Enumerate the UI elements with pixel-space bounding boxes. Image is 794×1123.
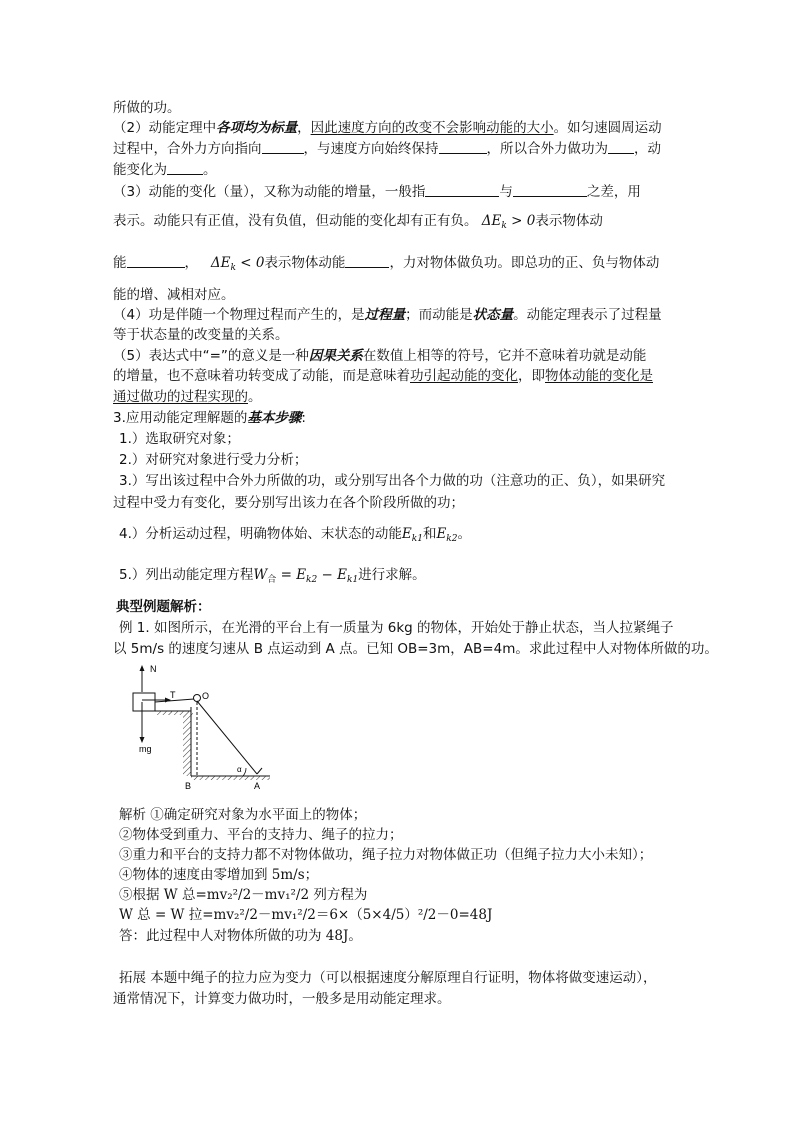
rope-pulley-to-A — [197, 701, 257, 774]
step-1: 1.）选取研究对象； — [119, 431, 240, 447]
solution-line-3: ③重力和平台的支持力都不对物体做功，绳子拉力对物体做正功（但绳子拉力大小未知）； — [119, 847, 653, 863]
fill-blank — [439, 140, 487, 154]
fill-blank — [167, 161, 203, 175]
line-p3-3: 能 ， $\Delta E_k < 0$表示物体动能 ，力对物体做负功。即总功的正、负与物体动 — [113, 255, 660, 273]
line-p5-3: 通过做功的过程实现的。 — [113, 389, 262, 405]
step-3b: 过程中受力有变化，要分别写出该力在各个阶段所做的功； — [113, 495, 464, 511]
solution-line-1: 解析 ①确定研究对象为水平面上的物体； — [119, 807, 367, 823]
line-p5-1: （5）表达式中“=”的意义是一种因果关系在数值上相等的符号，它并不意味着功就是动能 — [113, 348, 647, 364]
section-steps-heading: 3.应用动能定理解题的基本步骤: — [113, 410, 306, 426]
example-line-2: 以 5m/s 的速度匀速从 B 点运动到 A 点。已知 OB=3m，AB=4m。求此过程中人对物体所做的功。 — [113, 641, 718, 657]
line-p1: 所做的功。 — [113, 100, 181, 116]
extension-line-1: 拓展 本题中绳子的拉力应为变力（可以根据速度分解原理自行证明，物体将做变速运动）， — [119, 970, 657, 986]
line-p3-1: （3）动能的变化（量），又称为动能的增量，一般指 与 之差，用 — [113, 184, 641, 200]
example-figure — [125, 662, 275, 794]
line-p2-2: 过程中，合外力方向指向 ，与速度方向始终保持 ，所以合外力做功为 ，动 — [113, 141, 661, 157]
solution-line-5: ⑤根据 W 总=mv₂²/2－mv₁²/2 列方程为 — [119, 887, 368, 903]
label-B: B — [185, 781, 192, 791]
fill-blank — [608, 140, 634, 154]
line-p5-2: 的增量，也不意味着功转变成了动能，而是意味着功引起动能的变化，即物体动能的变化是 — [113, 368, 653, 384]
fill-blank — [345, 254, 389, 268]
pulley-O — [194, 695, 201, 702]
label-alpha: α — [237, 765, 242, 774]
line-p2-3: 能变化为 。 — [113, 162, 217, 178]
formula-ek2: $E_{k2}$ — [436, 526, 458, 544]
line-p3-2: 表示。动能只有正值，没有负值，但动能的变化却有正有负。 $\Delta E_k > 0$表示物体动 — [113, 213, 603, 231]
block — [133, 693, 155, 711]
label-T: T — [170, 690, 176, 700]
emphasis-basic-steps: 基本步骤 — [247, 410, 302, 426]
emphasis-process-quantity: 过程量 — [364, 307, 406, 323]
underline-ke-change: 物体动能的变化是 — [545, 368, 653, 384]
solution-line-2: ②物体受到重力、平台的支持力、绳子的拉力； — [119, 827, 403, 843]
emphasis-state-quantity: 状态量 — [472, 307, 514, 323]
formula-delta-ek-positive: $\Delta E_k > 0$ — [481, 213, 536, 231]
solution-line-6: W 总 = W 拉=mv₂²/2－mv₁²/2＝6×（5×4/5）²/2－0=48J — [119, 907, 493, 923]
line-p3-4: 能的增、减相对应。 — [113, 287, 235, 303]
fill-blank — [262, 140, 304, 154]
emphasis-causal: 因果关系 — [308, 348, 363, 364]
step-4: 4.）分析运动过程，明确物体始、末状态的动能$E_{k1}$和$E_{k2}$。 — [119, 526, 471, 544]
solution-answer: 答：此过程中人对物体所做的功为 48J。 — [119, 928, 362, 944]
fill-blank — [425, 183, 499, 197]
step-5: 5.）列出动能定理方程$W_合 = E_{k2} - E_{k1}$进行求解。 — [119, 567, 426, 585]
underline-speed-direction: 因此速度方向的改变不会影响动能的大小 — [310, 120, 554, 136]
formula-delta-ek-negative: $\Delta E_k < 0$ — [210, 255, 265, 273]
line-p4-1: （4）功是伴随一个物理过程而产生的，是过程量；而动能是状态量。动能定理表示了过程量 — [113, 307, 662, 323]
label-N: N — [150, 664, 157, 674]
label-mg: mg — [139, 744, 152, 754]
label-O: O — [202, 691, 210, 701]
label-A: A — [254, 781, 261, 791]
fill-blank — [513, 183, 587, 197]
line-p4-2: 等于状态量的改变量的关系。 — [113, 327, 289, 343]
formula-ek1: $E_{k1}$ — [401, 526, 423, 544]
line-p2-1: （2）动能定理中各项均为标量，因此速度方向的改变不会影响动能的大小。如匀速圆周运动 — [113, 120, 662, 136]
underline-work-causes: 功引起动能的变化 — [410, 368, 518, 384]
example-line-1: 例 1. 如图所示，在光滑的平台上有一质量为 6kg 的物体，开始处于静止状态，当人拉紧绳子 — [119, 620, 674, 636]
underline-ke-change-cont: 通过做功的过程实现的 — [113, 389, 248, 405]
example-heading: 典型例题解析： — [116, 599, 211, 615]
fill-blank — [127, 254, 185, 268]
extension-line-2: 通常情况下，计算变力做功时，一般多是用动能定理求。 — [113, 991, 451, 1007]
emphasis-scalar: 各项均为标量 — [216, 120, 298, 136]
formula-work-energy: $W_合 = E_{k2} - E_{k1}$ — [253, 567, 359, 585]
step-3a: 3.）写出该过程中合外力所做的功，或分别写出各个力做的功（注意功的正、负），如果研究 — [119, 473, 666, 489]
step-2: 2.）对研究对象进行受力分析； — [119, 452, 308, 468]
solution-line-4: ④物体的速度由零增加到 5m/s； — [119, 867, 319, 883]
